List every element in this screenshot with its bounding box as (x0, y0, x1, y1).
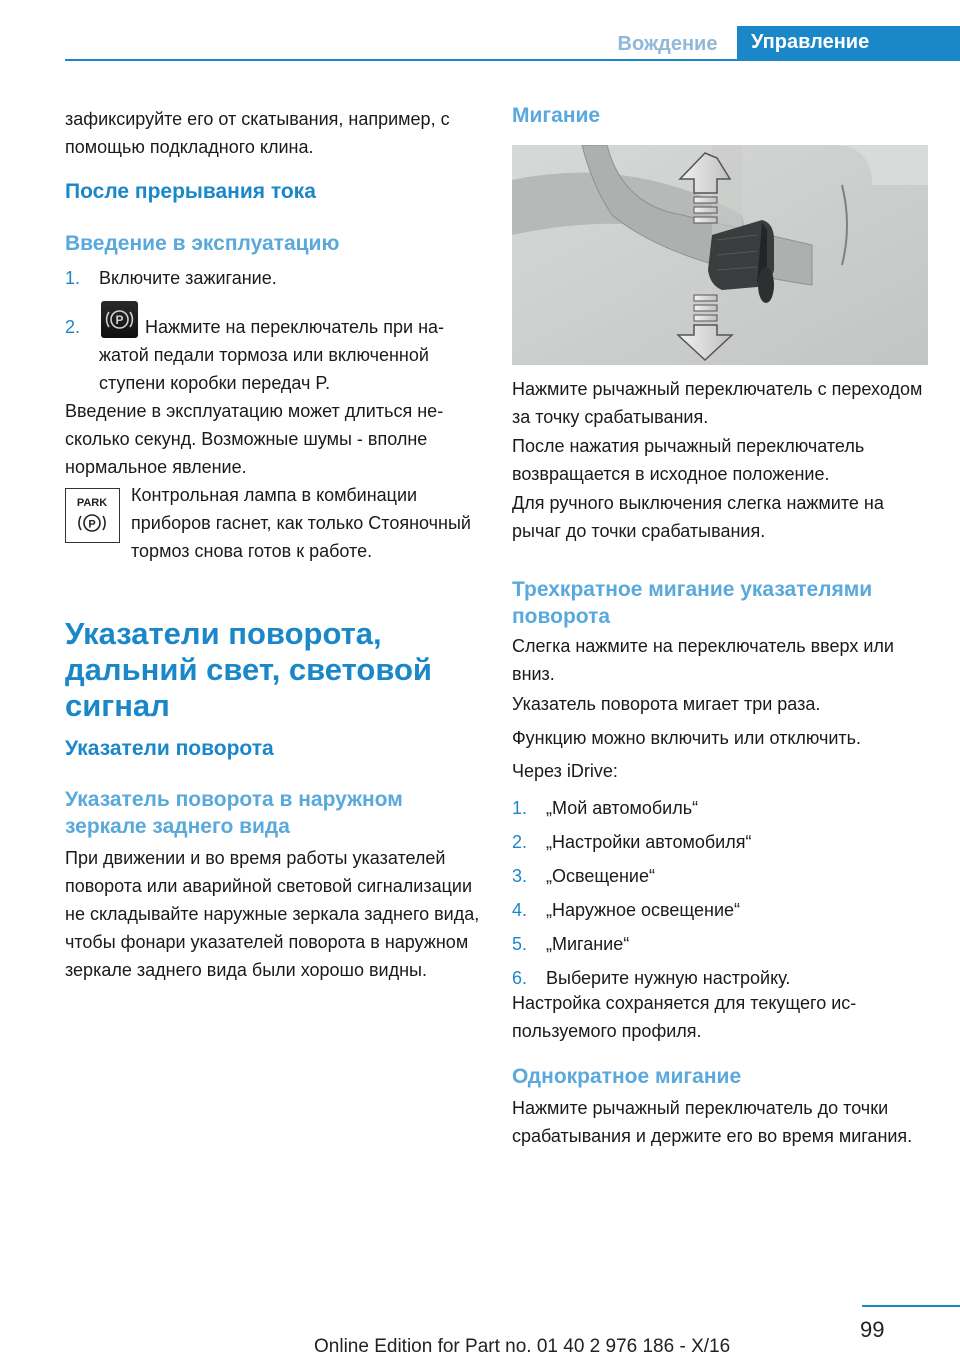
park-indicator-icon (65, 488, 120, 543)
list-number: 1. (65, 268, 81, 288)
single-blink-text: Нажмите рычажный переключатель до точки срабатывания и держите его во время мигания. (512, 1098, 913, 1146)
heading-triple-blink: Трехкратное мигание указателями поворота (512, 578, 873, 628)
list-item: 2. „Настройки автомобиля“ (512, 832, 752, 852)
triple-text-3: Функцию можно включить или отключить. (512, 728, 862, 748)
list-item: 6. Выберите нужную настройку. (512, 968, 791, 988)
tab-driving[interactable]: Вождение (617, 33, 718, 55)
heading-single-blink: Однократное мигание (512, 1065, 742, 1088)
header-rule (65, 59, 960, 61)
list-text: Включите зажигание. (99, 268, 277, 288)
svg-text:P: P (115, 313, 124, 327)
triple-text-1: Слегка нажмите на переключатель вверх или вниз. (512, 636, 894, 684)
list-item: 1. „Мой автомобиль“ (512, 798, 699, 818)
list-item (65, 313, 480, 397)
profile-note: Настройка сохраняется для текущего используемого профиля. (512, 993, 857, 1041)
list-number: 2. (65, 317, 81, 337)
section-title: Указатели поворота, дальний свет, световой сигнал (65, 616, 432, 723)
edition-note: Online Edition for Part no. 01 40 2 976 186 - X/16 (314, 1336, 731, 1357)
triple-text-2: Указатель поворота мигает три раза. (512, 694, 821, 714)
turn-signal-lever-illustration (512, 145, 928, 365)
list-item: 5. „Мигание“ (512, 934, 630, 954)
page-number: 99 (860, 1317, 885, 1342)
blink-text-1: Нажмите рычажный переключатель с переходом за точку срабатывания. (512, 379, 923, 427)
svg-text:PARK: PARK (76, 497, 108, 509)
list-item (65, 264, 480, 292)
startup-note: Введение в эксплуатацию может длиться несколько секунд. Возможные шумы - вполне нормальное явление. (65, 401, 444, 477)
heading-blinking: Мигание (512, 104, 601, 127)
footer-rule (862, 1305, 960, 1307)
blink-text-3: Для ручного выключения слегка нажмите на рычаг до точки срабатывания. (512, 493, 884, 541)
lamp-note: Контрольная лампа в комбинации приборов гаснет, как только Стояночный тормоз снова готов к работе. (131, 485, 471, 561)
idrive-steps-list (512, 794, 930, 998)
list-item: 4. „Наружное освещение“ (512, 900, 741, 920)
heading-after-power-loss: После прерывания тока (65, 180, 316, 203)
mirror-text: При движении и во время работы указателей поворота или аварийной световой сигнализации не складывайте наружные зеркала заднего вида, чтобы фонари указателей поворота в наружном зеркале заднего вида были хорошо видны. (65, 848, 480, 980)
tab-controls[interactable]: Управление (737, 26, 960, 61)
list-item: 3. „Освещение“ (512, 866, 655, 886)
svg-text:P: P (88, 518, 96, 531)
heading-mirror-signal: Указатель поворота в наружном зеркале заднего вида (65, 788, 403, 838)
heading-turn-signals: Указатели поворота (65, 737, 274, 760)
parking-brake-button-icon (101, 301, 138, 338)
idrive-text: Через iDrive: (512, 761, 618, 781)
intro-text: зафиксируйте его от скатывания, например, с помощью подкладного клина. (65, 109, 450, 157)
heading-startup: Введение в эксплуатацию (65, 232, 340, 255)
blink-text-2: После нажатия рычажный переключатель возвращается в исходное положение. (512, 436, 865, 484)
list-text-with-icon: P Нажмите на переключатель при нажатой педали тормоза или включенной ступени коробки передач P. (99, 313, 480, 397)
